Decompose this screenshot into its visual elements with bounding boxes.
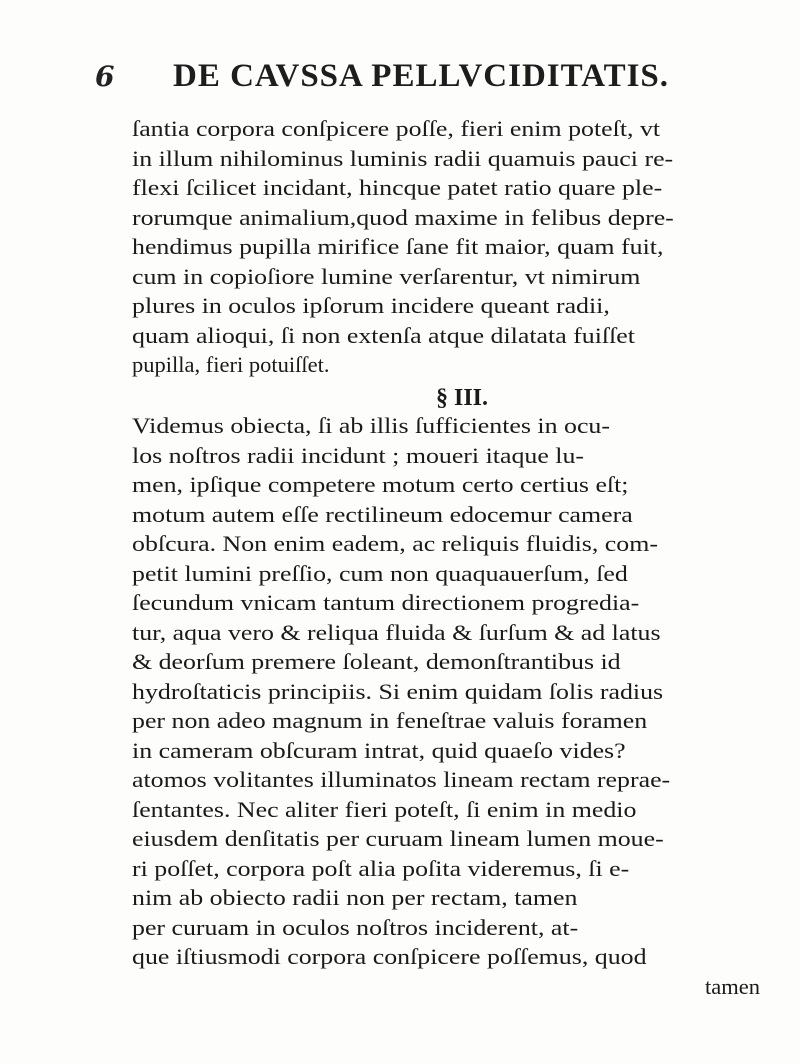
text-line: in cameram obſcuram intrat, quid quaeſo vides?	[132, 737, 626, 763]
text-line: in illum nihilominus luminis radii quamuis pauci re-	[132, 145, 674, 171]
text-line: flexi ſcilicet incidant, hincque patet ratio quare ple-	[132, 175, 663, 200]
text-line: hendimus pupilla mirifice ſane fit maior, quam fuit,	[132, 234, 664, 259]
text-line: ſantia corpora conſpicere poſſe, fieri enim poteſt, vt	[132, 116, 661, 141]
text-line: tur, aqua vero & reliqua fluida & ſurſum & ad latus	[132, 619, 661, 645]
running-head: DE CAVSSA PELLVCIDITATIS.	[173, 58, 670, 94]
text-line: hydroſtaticis principiis. Si enim quidam ſolis radius	[132, 678, 664, 704]
text-line: petit lumini preſſio, cum non quaquauerſum, ſed	[132, 560, 628, 586]
text-line: obſcura. Non enim eadem, ac reliquis fluidis, com-	[132, 531, 658, 556]
catchword: tamen	[705, 973, 760, 999]
text-line: per curuam in oculos noſtros inciderent, at-	[132, 914, 579, 940]
section-heading: § III.	[435, 384, 489, 411]
text-line: ſecundum vnicam tantum directionem progredia-	[132, 590, 640, 615]
text-line: quam alioqui, ſi non extenſa atque dilatata fuiſſet	[132, 322, 635, 348]
text-line: plures in oculos ipſorum incidere queant radii,	[132, 293, 610, 318]
text-line: men, ipſique competere motum certo certius eſt;	[132, 472, 629, 497]
page-header	[95, 58, 775, 98]
text-line: eiusdem denſitatis per curuam lineam lumen moue-	[132, 826, 664, 851]
text-line: que iſtiusmodi corpora conſpicere poſſemus, quod	[132, 944, 647, 969]
page-number: 6	[95, 60, 115, 93]
text-line: ri poſſet, corpora poſt alia poſita videremus, ſi e-	[132, 855, 630, 881]
text-line: motum autem eſſe rectilineum edocemur camera	[132, 501, 633, 527]
text-line: los noſtros radii incidunt ; moueri itaque lu-	[132, 442, 585, 468]
text-line: Videmus obiecta, ſi ab illis ſufficientes in ocu-	[132, 413, 610, 438]
text-line: & deorſum premere ſoleant, demonſtrantibus id	[132, 649, 621, 674]
text-line: rorumque animalium,quod maxime in felibus depre-	[132, 204, 674, 230]
text-line: nim ab obiecto radii non per rectam, tamen	[132, 885, 578, 910]
text-line: per non adeo magnum in feneſtrae valuis foramen	[132, 708, 648, 733]
text-line: atomos volitantes illuminatos lineam rectam reprae-	[132, 767, 671, 792]
text-line: ſentantes. Nec aliter fieri poteſt, ſi enim in medio	[132, 796, 637, 822]
text-line: pupilla, fieri potuiſſet.	[132, 352, 330, 377]
text-line: cum in copioſiore lumine verſarentur, vt nimirum	[132, 263, 641, 289]
